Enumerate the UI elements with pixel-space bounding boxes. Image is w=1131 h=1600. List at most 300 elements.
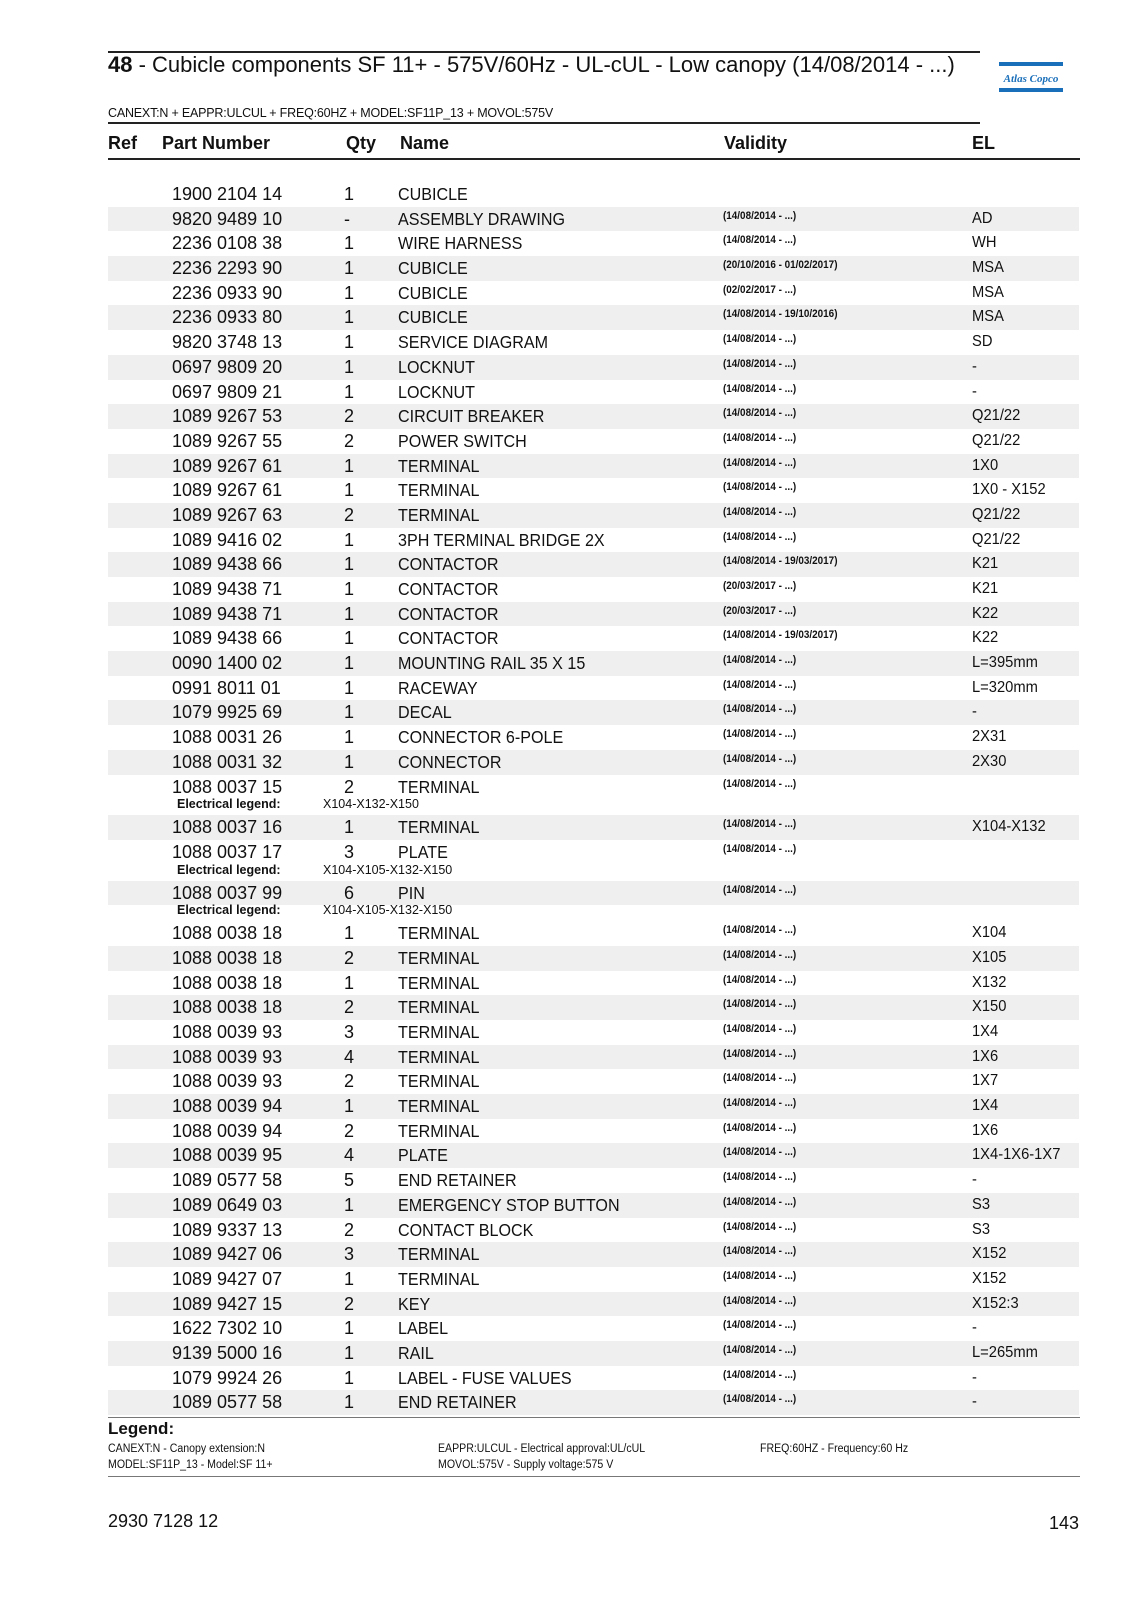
legend-item-eappr: EAPPR:ULCUL - Electrical approval:UL/cUL xyxy=(438,1443,646,1455)
part-number-cell: 1088 0037 16 xyxy=(172,817,283,838)
name-cell: TERMINAL xyxy=(398,1022,480,1042)
qty-cell: 1 xyxy=(344,1318,355,1339)
part-number-cell: 1089 9267 61 xyxy=(172,480,283,501)
table-row xyxy=(108,1341,1079,1366)
name-cell: LABEL - FUSE VALUES xyxy=(398,1367,572,1388)
part-number-cell: 9820 3748 13 xyxy=(172,332,283,353)
part-number-cell: 9820 9489 10 xyxy=(172,208,283,229)
el-cell: - xyxy=(972,703,977,721)
el-cell: - xyxy=(972,382,977,400)
table-row xyxy=(108,1193,1079,1218)
el-cell: 1X7 xyxy=(972,1072,999,1090)
el-cell: WH xyxy=(972,234,997,252)
qty-cell: 1 xyxy=(344,307,355,328)
el-cell: Q21/22 xyxy=(972,530,1021,548)
table-row xyxy=(108,995,1079,1020)
electrical-legend-value: X104-X105-X132-X150 xyxy=(323,903,453,918)
validity-cell: (14/08/2014 - ...) xyxy=(723,1393,797,1406)
qty-cell: 3 xyxy=(344,1244,355,1265)
name-cell: PIN xyxy=(398,882,425,903)
name-cell: TERMINAL xyxy=(398,455,480,476)
qty-cell: - xyxy=(344,208,350,229)
name-cell: SERVICE DIAGRAM xyxy=(398,332,549,353)
validity-cell: (14/08/2014 - ...) xyxy=(723,481,797,494)
column-qty: Qty xyxy=(346,133,377,153)
el-cell: AD xyxy=(972,209,993,227)
el-cell: Q21/22 xyxy=(972,407,1021,425)
name-cell: TERMINAL xyxy=(398,504,480,525)
el-cell: SD xyxy=(972,333,993,351)
qty-cell: 2 xyxy=(344,430,355,451)
part-number-cell: 0697 9809 21 xyxy=(172,381,283,402)
table-row xyxy=(108,1143,1079,1168)
el-cell: - xyxy=(972,1319,977,1337)
validity-cell: (14/08/2014 - ...) xyxy=(723,1047,797,1060)
name-cell: CONTACTOR xyxy=(398,579,499,599)
electrical-legend-label: Electrical legend: xyxy=(177,903,281,918)
table-row xyxy=(108,1069,1079,1094)
page-number: 143 xyxy=(1049,1513,1080,1533)
qty-cell: 1 xyxy=(344,751,355,772)
part-number-cell: 1089 9427 06 xyxy=(172,1244,283,1265)
qty-cell: 1 xyxy=(344,1096,355,1117)
table-row xyxy=(108,971,1079,996)
name-cell: TERMINAL xyxy=(398,1071,480,1092)
el-cell: 1X4 xyxy=(972,1023,999,1040)
table-row xyxy=(108,305,1079,330)
validity-cell: (14/08/2014 - ...) xyxy=(723,1368,797,1381)
validity-cell: (14/08/2014 - ...) xyxy=(723,1343,797,1356)
table-row xyxy=(108,1168,1079,1193)
name-cell: TERMINAL xyxy=(398,997,480,1018)
table-row xyxy=(108,1242,1079,1267)
el-cell: K22 xyxy=(972,629,999,647)
table-row xyxy=(108,1020,1079,1045)
part-number-cell: 1088 0039 93 xyxy=(172,1022,283,1042)
el-cell: 2X30 xyxy=(972,752,1007,770)
part-number-cell: 2236 2293 90 xyxy=(172,258,283,279)
el-cell: X104 xyxy=(972,924,1007,942)
name-cell: RACEWAY xyxy=(398,677,478,698)
legend-top-rule xyxy=(108,1417,1080,1418)
el-cell: MSA xyxy=(972,283,1004,301)
qty-cell: 1 xyxy=(344,480,355,501)
part-number-cell: 1088 0031 32 xyxy=(172,751,283,772)
el-cell: X152 xyxy=(972,1269,1007,1287)
part-number-cell: 1088 0037 15 xyxy=(172,776,283,797)
validity-cell: (14/08/2014 - ...) xyxy=(723,1195,797,1208)
validity-cell: (14/08/2014 - ...) xyxy=(723,678,797,691)
name-cell: TERMINAL xyxy=(398,1120,480,1141)
name-cell: TERMINAL xyxy=(398,817,480,838)
qty-cell: 1 xyxy=(344,356,355,377)
table-row xyxy=(108,380,1079,405)
qty-cell: 1 xyxy=(344,628,355,649)
subtitle-rule xyxy=(108,122,980,124)
table-row xyxy=(108,503,1079,528)
part-number-cell: 1089 0577 58 xyxy=(172,1170,283,1191)
qty-cell: 2 xyxy=(344,997,355,1018)
validity-cell: (14/08/2014 - ...) xyxy=(723,1245,797,1258)
validity-cell: (14/08/2014 - ...) xyxy=(723,703,797,716)
part-number-cell: 9139 5000 16 xyxy=(172,1342,283,1363)
qty-cell: 1 xyxy=(344,579,355,599)
qty-cell: 1 xyxy=(344,282,355,303)
table-row xyxy=(108,1316,1079,1341)
table-row xyxy=(108,281,1079,306)
configuration-subtitle: CANEXT:N + EAPPR:ULCUL + FREQ:60HZ + MODEL:SF11P_13 + MOVOL:575V xyxy=(108,106,554,120)
el-cell: - xyxy=(972,1171,977,1189)
column-el: EL xyxy=(972,133,996,153)
part-number-cell: 1089 9438 66 xyxy=(172,554,283,575)
el-cell: 1X6 xyxy=(972,1047,999,1065)
qty-cell: 2 xyxy=(344,776,355,797)
el-cell: L=265mm xyxy=(972,1343,1038,1361)
part-number-cell: 1089 9267 63 xyxy=(172,504,283,525)
legend-item-movol: MOVOL:575V - Supply voltage:575 V xyxy=(438,1459,614,1471)
table-row xyxy=(108,231,1079,256)
table-row xyxy=(108,182,1079,207)
qty-cell: 1 xyxy=(344,184,355,204)
validity-cell: (14/08/2014 - ...) xyxy=(723,431,797,444)
name-cell: LABEL xyxy=(398,1318,449,1339)
name-cell: MOUNTING RAIL 35 X 15 xyxy=(398,653,586,674)
validity-cell: (14/08/2014 - ...) xyxy=(723,1097,797,1110)
part-number-cell: 1089 9337 13 xyxy=(172,1219,283,1240)
electrical-legend-label: Electrical legend: xyxy=(177,797,281,812)
electrical-legend-value: X104-X105-X132-X150 xyxy=(323,862,453,877)
name-cell: TERMINAL xyxy=(398,1046,480,1067)
part-number-cell: 1088 0038 18 xyxy=(172,947,283,968)
table-row xyxy=(108,775,1079,800)
validity-cell: (14/08/2014 - 19/03/2017) xyxy=(723,629,838,642)
el-cell: - xyxy=(972,357,977,375)
validity-cell: (14/08/2014 - ...) xyxy=(723,209,797,222)
legend-bottom-rule xyxy=(108,1476,1080,1477)
table-row xyxy=(108,750,1079,775)
name-cell: CIRCUIT BREAKER xyxy=(398,406,545,427)
validity-cell: (14/08/2014 - 19/10/2016) xyxy=(723,308,838,321)
name-cell: POWER SWITCH xyxy=(398,430,527,451)
el-cell: L=320mm xyxy=(972,678,1038,696)
part-number-cell: 0697 9809 20 xyxy=(172,356,283,377)
qty-cell: 1 xyxy=(344,381,355,402)
part-number-cell: 1089 0649 03 xyxy=(172,1194,283,1215)
table-row xyxy=(108,1094,1079,1119)
validity-cell: (14/08/2014 - ...) xyxy=(723,530,797,543)
el-cell: K21 xyxy=(972,580,999,597)
table-row xyxy=(108,921,1079,946)
qty-cell: 2 xyxy=(344,1120,355,1141)
table-row xyxy=(108,651,1079,676)
legend-item-model: MODEL:SF11P_13 - Model:SF 11+ xyxy=(108,1459,273,1471)
name-cell: CONTACT BLOCK xyxy=(398,1219,534,1240)
table-row xyxy=(108,1218,1079,1243)
legend-item-freq: FREQ:60HZ - Frequency:60 Hz xyxy=(760,1443,909,1455)
name-cell: TERMINAL xyxy=(398,1096,480,1117)
table-row xyxy=(108,454,1079,479)
qty-cell: 1 xyxy=(344,332,355,353)
name-cell: CONNECTOR xyxy=(398,751,502,772)
validity-cell: (14/08/2014 - ...) xyxy=(723,973,797,986)
electrical-legend-label: Electrical legend: xyxy=(177,862,281,877)
validity-cell: (14/08/2014 - ...) xyxy=(723,1220,797,1233)
el-cell: S3 xyxy=(972,1195,991,1213)
table-row xyxy=(108,881,1079,906)
part-number-cell: 1088 0038 18 xyxy=(172,997,283,1018)
table-row xyxy=(108,1292,1079,1317)
table-row xyxy=(108,626,1079,651)
validity-cell: (14/08/2014 - ...) xyxy=(723,456,797,469)
el-cell: 1X0 xyxy=(972,456,999,474)
qty-cell: 1 xyxy=(344,1392,355,1413)
table-row xyxy=(108,725,1079,750)
qty-cell: 1 xyxy=(344,233,355,254)
qty-cell: 1 xyxy=(344,529,355,550)
table-row xyxy=(108,404,1079,429)
el-cell: S3 xyxy=(972,1220,991,1238)
part-number-cell: 1089 9267 53 xyxy=(172,406,283,427)
validity-cell: (14/08/2014 - ...) xyxy=(723,1269,797,1282)
validity-cell: (20/10/2016 - 01/02/2017) xyxy=(723,259,838,272)
atlas-copco-logo xyxy=(999,62,1063,94)
part-number-cell: 1622 7302 10 xyxy=(172,1318,283,1339)
part-number-cell: 1088 0039 94 xyxy=(172,1096,283,1117)
qty-cell: 4 xyxy=(344,1145,355,1166)
name-cell: EMERGENCY STOP BUTTON xyxy=(398,1194,620,1215)
qty-cell: 3 xyxy=(344,841,355,862)
validity-cell: (14/08/2014 - ...) xyxy=(723,883,797,896)
validity-cell: (14/08/2014 - ...) xyxy=(723,752,797,765)
part-number-cell: 1089 9427 15 xyxy=(172,1293,283,1314)
part-number-cell: 0090 1400 02 xyxy=(172,653,283,674)
column-part-number: Part Number xyxy=(162,133,271,153)
name-cell: TERMINAL xyxy=(398,1244,480,1265)
validity-cell: (14/08/2014 - ...) xyxy=(723,1319,797,1332)
part-number-cell: 1089 9416 02 xyxy=(172,529,283,550)
part-number-cell: 1089 0577 58 xyxy=(172,1392,283,1413)
el-cell: - xyxy=(972,1368,977,1386)
validity-cell: (14/08/2014 - ...) xyxy=(723,948,797,961)
section-number: 48 xyxy=(108,52,133,77)
el-cell: 1X6 xyxy=(972,1121,999,1139)
qty-cell: 1 xyxy=(344,677,355,698)
validity-cell: (14/08/2014 - ...) xyxy=(723,1072,797,1085)
table-row xyxy=(108,1045,1079,1070)
table-row xyxy=(108,1366,1079,1391)
table-row xyxy=(108,1390,1079,1415)
part-number-cell: 0991 8011 01 xyxy=(172,677,281,698)
qty-cell: 2 xyxy=(344,1293,355,1314)
name-cell: LOCKNUT xyxy=(398,381,475,402)
name-cell: CUBICLE xyxy=(398,184,468,204)
el-cell: - xyxy=(972,1393,977,1411)
qty-cell: 2 xyxy=(344,947,355,968)
section-title: - Cubicle components SF 11+ - 575V/60Hz - UL-cUL - Low canopy (14/08/2014 - ...) xyxy=(132,52,955,77)
name-cell: PLATE xyxy=(398,841,448,862)
name-cell: END RETAINER xyxy=(398,1170,517,1191)
el-cell: Q21/22 xyxy=(972,505,1021,523)
table-row xyxy=(108,946,1079,971)
validity-cell: (14/08/2014 - ...) xyxy=(723,1294,797,1307)
part-number-cell: 1089 9438 71 xyxy=(172,603,283,624)
name-cell: END RETAINER xyxy=(398,1392,517,1413)
part-number-cell: 1089 9438 71 xyxy=(172,579,283,599)
el-cell: MSA xyxy=(972,308,1004,326)
el-cell: K22 xyxy=(972,604,999,622)
page-title xyxy=(108,52,968,77)
table-row xyxy=(108,815,1079,840)
qty-cell: 1 xyxy=(344,1268,355,1289)
validity-cell: (14/08/2014 - ...) xyxy=(723,1171,797,1184)
name-cell: CUBICLE xyxy=(398,307,468,328)
el-cell: L=395mm xyxy=(972,654,1038,672)
table-row xyxy=(108,355,1079,380)
qty-cell: 2 xyxy=(344,1219,355,1240)
part-number-cell: 1088 0039 93 xyxy=(172,1046,283,1067)
name-cell: RAIL xyxy=(398,1342,434,1363)
qty-cell: 1 xyxy=(344,1194,355,1215)
table-row xyxy=(108,1267,1079,1292)
name-cell: TERMINAL xyxy=(398,947,480,968)
qty-cell: 1 xyxy=(344,702,355,723)
name-cell: LOCKNUT xyxy=(398,356,475,377)
validity-cell: (14/08/2014 - ...) xyxy=(723,382,797,395)
validity-cell: (14/08/2014 - ...) xyxy=(723,654,797,667)
table-row xyxy=(108,330,1079,355)
column-name: Name xyxy=(400,133,450,153)
validity-cell: (14/08/2014 - 19/03/2017) xyxy=(723,555,838,568)
name-cell: TERMINAL xyxy=(398,480,480,501)
validity-cell: (14/08/2014 - ...) xyxy=(723,924,797,937)
qty-cell: 3 xyxy=(344,1022,355,1042)
qty-cell: 1 xyxy=(344,603,355,624)
validity-cell: (14/08/2014 - ...) xyxy=(723,407,797,420)
el-cell: MSA xyxy=(972,259,1004,277)
part-number-cell: 1088 0038 18 xyxy=(172,972,283,993)
qty-cell: 1 xyxy=(344,554,355,575)
qty-cell: 1 xyxy=(344,817,355,838)
qty-cell: 2 xyxy=(344,1071,355,1092)
name-cell: TERMINAL xyxy=(398,923,480,944)
table-row xyxy=(108,478,1079,503)
el-cell: 2X31 xyxy=(972,728,1007,746)
header-rule xyxy=(108,158,1080,160)
table-row xyxy=(108,207,1079,232)
part-number-cell: 1088 0039 93 xyxy=(172,1071,283,1092)
document-number: 2930 7128 12 xyxy=(108,1511,219,1531)
part-number-cell: 1079 9925 69 xyxy=(172,702,283,723)
el-cell: X152 xyxy=(972,1245,1007,1263)
el-cell: X132 xyxy=(972,973,1007,991)
qty-cell: 2 xyxy=(344,406,355,427)
validity-cell: (20/03/2017 - ...) xyxy=(723,580,797,592)
part-number-cell: 1088 0038 18 xyxy=(172,923,283,944)
validity-cell: (14/08/2014 - ...) xyxy=(723,818,797,831)
part-number-cell: 2236 0933 90 xyxy=(172,282,283,303)
table-row xyxy=(108,1119,1079,1144)
validity-cell: (14/08/2014 - ...) xyxy=(723,1023,797,1035)
column-validity: Validity xyxy=(724,133,788,153)
part-number-cell: 1089 9267 55 xyxy=(172,430,283,451)
table-row xyxy=(108,676,1079,701)
validity-cell: (14/08/2014 - ...) xyxy=(723,357,797,370)
table-row xyxy=(108,602,1079,627)
el-cell: 1X4-1X6-1X7 xyxy=(972,1146,1061,1164)
name-cell: TERMINAL xyxy=(398,776,480,797)
el-cell: Q21/22 xyxy=(972,431,1021,449)
part-number-cell: 2236 0933 80 xyxy=(172,307,283,328)
validity-cell: (14/08/2014 - ...) xyxy=(723,842,797,855)
name-cell: CUBICLE xyxy=(398,258,468,279)
electrical-legend-value: X104-X132-X150 xyxy=(323,797,419,812)
qty-cell: 1 xyxy=(344,923,355,944)
table-row xyxy=(108,528,1079,553)
name-cell: WIRE HARNESS xyxy=(398,233,523,254)
el-cell: X150 xyxy=(972,998,1007,1016)
el-cell: K21 xyxy=(972,555,999,573)
legend-title: Legend: xyxy=(108,1419,175,1438)
part-number-cell: 2236 0108 38 xyxy=(172,233,283,254)
name-cell: TERMINAL xyxy=(398,972,480,993)
part-number-cell: 1900 2104 14 xyxy=(172,184,283,204)
qty-cell: 1 xyxy=(344,972,355,993)
part-number-cell: 1089 9267 61 xyxy=(172,455,283,476)
qty-cell: 1 xyxy=(344,258,355,279)
qty-cell: 6 xyxy=(344,882,355,903)
validity-cell: (14/08/2014 - ...) xyxy=(723,1121,797,1134)
validity-cell: (14/08/2014 - ...) xyxy=(723,777,797,790)
name-cell: CONTACTOR xyxy=(398,603,499,624)
table-row xyxy=(108,552,1079,577)
svg-text:Atlas Copco: Atlas Copco xyxy=(1003,73,1059,85)
table-row xyxy=(108,840,1079,865)
part-number-cell: 1089 9427 07 xyxy=(172,1268,283,1289)
part-number-cell: 1088 0037 17 xyxy=(172,841,283,862)
qty-cell: 5 xyxy=(344,1170,355,1191)
table-row xyxy=(108,429,1079,454)
qty-cell: 2 xyxy=(344,504,355,525)
validity-cell: (14/08/2014 - ...) xyxy=(723,1146,797,1159)
table-row xyxy=(108,577,1079,602)
part-number-cell: 1079 9924 26 xyxy=(172,1367,283,1388)
el-cell: X152:3 xyxy=(972,1294,1019,1312)
name-cell: KEY xyxy=(398,1293,431,1314)
part-number-cell: 1088 0031 26 xyxy=(172,727,283,748)
el-cell: 1X0 - X152 xyxy=(972,481,1046,499)
qty-cell: 4 xyxy=(344,1046,355,1067)
part-number-cell: 1088 0039 95 xyxy=(172,1145,283,1166)
electrical-legend-line xyxy=(108,862,1079,881)
validity-cell: (14/08/2014 - ...) xyxy=(723,728,797,741)
name-cell: CONNECTOR 6-POLE xyxy=(398,727,564,748)
validity-cell: (14/08/2014 - ...) xyxy=(723,998,797,1011)
name-cell: ASSEMBLY DRAWING xyxy=(398,208,566,229)
table-row xyxy=(108,700,1079,725)
validity-cell: (02/02/2017 - ...) xyxy=(723,283,797,296)
electrical-legend-line xyxy=(108,799,1079,815)
table-row xyxy=(108,256,1079,281)
el-cell: X105 xyxy=(972,948,1007,966)
electrical-legend-line xyxy=(108,905,1079,921)
name-cell: 3PH TERMINAL BRIDGE 2X xyxy=(398,529,605,550)
name-cell: CONTACTOR xyxy=(398,628,499,649)
qty-cell: 1 xyxy=(344,727,355,748)
el-cell: X104-X132 xyxy=(972,818,1046,836)
name-cell: TERMINAL xyxy=(398,1268,480,1289)
name-cell: CONTACTOR xyxy=(398,554,499,575)
part-number-cell: 1088 0037 99 xyxy=(172,882,283,903)
